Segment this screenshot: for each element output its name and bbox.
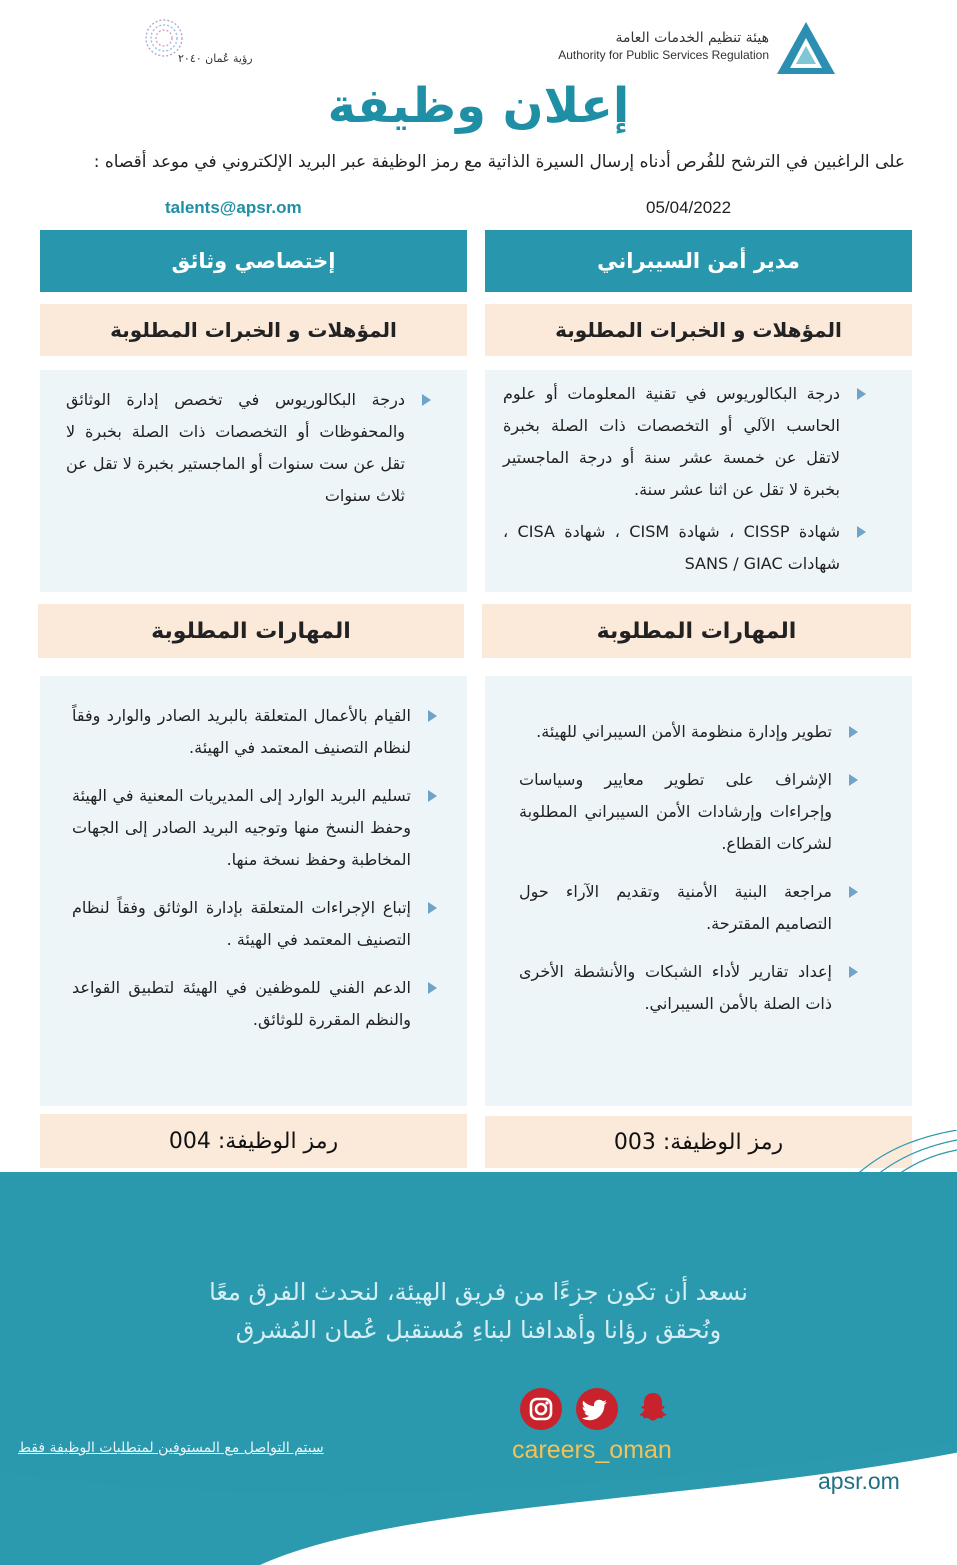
- list-item: تطوير وإدارة منظومة الأمن السيبراني للهيئة.: [519, 716, 860, 748]
- job-title-header: [40, 230, 467, 292]
- list-item: الدعم الفني للموظفين في الهيئة لتطبيق القواعد والنظم المقررة للوثائق.: [72, 972, 439, 1036]
- bullet-icon: [428, 790, 437, 802]
- skills-heading: المهارات المطلوبة: [38, 604, 464, 658]
- job-code: رمز الوظيفة: 004: [40, 1114, 467, 1168]
- bullet-icon: [422, 394, 431, 406]
- qualifications-panel: [485, 370, 912, 592]
- bullet-icon: [849, 774, 858, 786]
- vision-logo-text: رؤية عُمان ٢٠٤٠: [178, 52, 253, 65]
- list-item: القيام بالأعمال المتعلقة بالبريد الصادر والوارد وفقاً لنظام التصنيف المعتمد في الهيئة.: [72, 700, 439, 764]
- instagram-icon[interactable]: [520, 1388, 562, 1430]
- qualifications-heading: المؤهلات و الخبرات المطلوبة: [485, 304, 912, 356]
- list-item: الإشراف على تطوير معايير وسياسات وإجراءات وإرشادات الأمن السيبراني المطلوبة لشركات القطاع.: [519, 764, 860, 860]
- website-link[interactable]: apsr.om: [818, 1468, 900, 1494]
- job-title: إختصاصي وثائق: [171, 249, 336, 273]
- intro-text: على الراغبين في الترشح للفُرص أدناه إرسال السيرة الذاتية مع رمز الوظيفة عبر البريد الإلكتروني في موعد أقصاه :: [93, 152, 905, 172]
- footer-curve-icon: [0, 1172, 957, 1565]
- skills-panel: [40, 676, 467, 1106]
- job-title: مدير أمن السيبراني: [597, 249, 800, 273]
- list-item: شهادة CISSP ، شهادة CISM ، شهادة CISA ، شهادات SANS / GIAC: [503, 516, 868, 580]
- skills-heading: المهارات المطلوبة: [482, 604, 911, 658]
- bullet-icon: [849, 886, 858, 898]
- page-title: إعلان وظيفة: [327, 78, 630, 134]
- bullet-icon: [428, 902, 437, 914]
- list-item: تسليم البريد الوارد إلى المديريات المعنية في الهيئة وحفظ النسخ منها وتوجيه البريد الصادر إلى الجهات المخاطبة وحفظ نسخة منها.: [72, 780, 439, 876]
- bullet-icon: [849, 726, 858, 738]
- job-code: رمز الوظيفة: 003: [485, 1116, 912, 1168]
- list-item: درجة البكالوريوس في تقنية المعلومات أو علوم الحاسب الآلي أو التخصصات ذات الصلة بخبرة لاتقل عن خمسة عشر سنة أو درجة الماجستير بخبرة لا تقل عن اثنا عشر سنة.: [503, 378, 868, 506]
- deadline-date: 05/04/2022: [646, 198, 732, 217]
- contact-note: سيتم التواصل مع المستوفين لمتطلبات الوظيفة فقط: [18, 1440, 324, 1456]
- qualifications-heading: المؤهلات و الخبرات المطلوبة: [40, 304, 467, 356]
- careers-handle[interactable]: careers_oman: [512, 1436, 672, 1464]
- skills-panel: [485, 676, 912, 1106]
- list-item: إتباع الإجراءات المتعلقة بإدارة الوثائق وفقاً لنظام التصنيف المعتمد في الهيئة .: [72, 892, 439, 956]
- bullet-icon: [428, 710, 437, 722]
- footer-slogan-line2: ونُحقق رؤانا وأهدافنا لبناءِ مُستقبل عُمان المُشرق: [235, 1316, 722, 1344]
- list-item: درجة البكالوريوس في تخصص إدارة الوثائق والمحفوظات أو التخصصات ذات الصلة بخبرة لا تقل عن ست سنوات أو الماجستير بخبرة لا تقل عن ثلاث سنوات: [66, 384, 433, 512]
- bullet-icon: [857, 526, 866, 538]
- snapchat-icon[interactable]: [632, 1388, 674, 1430]
- apsr-logo-icon: [775, 20, 837, 76]
- list-item: مراجعة البنية الأمنية وتقديم الآراء حول التصاميم المقترحة.: [519, 876, 860, 940]
- job-title-header: [485, 230, 912, 292]
- org-name-arabic: هيئة تنظيم الخدمات العامة: [615, 30, 769, 46]
- org-name-english: Authority for Public Services Regulation: [558, 48, 769, 62]
- twitter-icon[interactable]: [576, 1388, 618, 1430]
- application-email[interactable]: talents@apsr.om: [165, 198, 302, 217]
- list-item: إعداد تقارير لأداء الشبكات والأنشطة الأخرى ذات الصلة بالأمن السيبراني.: [519, 956, 860, 1020]
- bullet-icon: [849, 966, 858, 978]
- footer-slogan-line1: نسعد أن تكون جزءًا من فريق الهيئة، لنحدث الفرق معًا: [209, 1278, 748, 1306]
- oman-vision-logo-icon: [112, 12, 242, 84]
- bullet-icon: [428, 982, 437, 994]
- bullet-icon: [857, 388, 866, 400]
- qualifications-panel: [40, 370, 467, 592]
